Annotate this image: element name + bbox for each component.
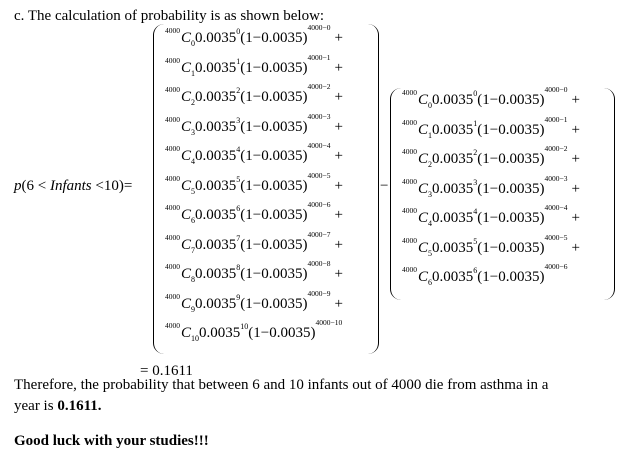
binom-n: 4000: [402, 117, 417, 127]
binom-n: 4000: [165, 232, 180, 242]
p-value: 0.0035: [432, 210, 474, 226]
binom-c: C: [418, 92, 429, 108]
binom-c: C: [418, 121, 429, 138]
binom-k: 10: [191, 334, 200, 343]
plus-operator: +: [334, 148, 343, 164]
conclusion-prefix: year is: [14, 398, 58, 414]
plus-operator: +: [334, 30, 343, 46]
binom-c: C: [181, 148, 192, 164]
binom-n: 4000: [165, 321, 180, 330]
lhs-variable: Infants: [49, 178, 92, 194]
binom-n: 4000: [165, 203, 180, 212]
plus-operator: +: [334, 118, 343, 135]
sub-left-paren: [390, 88, 401, 300]
binom-c: C: [181, 207, 192, 223]
plus-operator: +: [334, 59, 343, 76]
binom-k: 3: [191, 127, 196, 137]
p-value: 0.0035: [195, 30, 237, 46]
p-value: 0.0035: [195, 266, 237, 282]
q-factor: (1−0.0035): [240, 295, 308, 312]
q-factor: (1−0.0035): [240, 236, 308, 253]
binom-k: 1: [191, 68, 196, 78]
minus-sign: −: [380, 178, 389, 194]
lhs-lt-2: <: [95, 178, 104, 194]
q-exponent: 4000−3: [307, 111, 331, 121]
p-exponent: 1: [236, 56, 241, 66]
q-factor: (1−0.0035): [240, 30, 308, 46]
p-exponent: 10: [240, 322, 249, 331]
binom-c: C: [181, 325, 192, 341]
q-exponent: 4000−2: [307, 82, 331, 91]
binom-c: C: [418, 269, 429, 285]
binom-n: 4000: [402, 147, 417, 156]
sum-left-paren: [153, 24, 164, 354]
q-factor: (1−0.0035): [477, 92, 545, 108]
p-exponent: 9: [236, 292, 241, 302]
lhs-close-paren: ): [118, 178, 124, 194]
q-exponent: 4000−7: [307, 229, 331, 239]
q-exponent: 4000−0: [307, 23, 331, 32]
q-factor: (1−0.0035): [240, 118, 308, 135]
q-factor: (1−0.0035): [240, 148, 308, 164]
lhs-lt-1: <: [37, 178, 47, 194]
binom-n: 4000: [165, 291, 180, 301]
binom-c: C: [181, 295, 192, 312]
p-value: 0.0035: [195, 148, 237, 164]
sum-right-paren: [368, 24, 379, 354]
q-exponent: 4000−6: [307, 200, 331, 209]
binom-n: 4000: [402, 88, 417, 97]
q-factor: (1−0.0035): [240, 177, 308, 194]
conclusion-line-1: Therefore, the probability that between 6 and 10 infants out of 4000 die from asthma in a: [14, 377, 549, 393]
p-exponent: 7: [236, 233, 241, 243]
lhs-upper-bound: 10: [103, 178, 119, 194]
sum-term: [165, 318, 346, 355]
p-value: 0.0035: [195, 236, 237, 253]
plus-operator: +: [334, 177, 343, 194]
binom-c: C: [181, 118, 192, 135]
p-exponent: 6: [236, 204, 241, 213]
plus-operator: +: [571, 151, 580, 167]
q-exponent: 4000−4: [307, 141, 331, 150]
p-exponent: 2: [236, 86, 241, 95]
q-exponent: 4000−6: [544, 262, 568, 271]
binom-k: 2: [428, 160, 433, 169]
q-exponent: 4000−5: [544, 232, 568, 242]
plus-operator: +: [571, 92, 580, 108]
plus-operator: +: [334, 266, 343, 282]
binom-n: 4000: [402, 176, 417, 186]
q-factor: (1−0.0035): [240, 266, 308, 282]
p-exponent: 6: [473, 266, 478, 275]
p-value: 0.0035: [432, 269, 474, 285]
sub-term: [402, 262, 571, 299]
q-factor: (1−0.0035): [477, 180, 545, 197]
q-factor: (1−0.0035): [477, 269, 545, 285]
plus-operator: +: [334, 236, 343, 253]
binom-n: 4000: [165, 114, 180, 124]
plus-operator: +: [334, 207, 343, 223]
result-value: = 0.1611: [140, 363, 193, 379]
sign-off: Good luck with your studies!!!: [14, 433, 209, 449]
p-value: 0.0035: [432, 92, 474, 108]
q-factor: (1−0.0035): [477, 210, 545, 226]
p-exponent: 0: [473, 89, 478, 98]
binom-n: 4000: [165, 144, 180, 153]
binom-k: 7: [191, 245, 196, 255]
p-value: 0.0035: [195, 118, 237, 135]
binom-n: 4000: [165, 173, 180, 183]
prob-symbol: p: [14, 178, 22, 194]
binom-k: 9: [191, 304, 196, 314]
p-exponent: 4: [236, 145, 241, 154]
q-factor: (1−0.0035): [477, 239, 545, 256]
binom-n: 4000: [402, 235, 417, 245]
binom-c: C: [418, 151, 429, 167]
q-factor: (1−0.0035): [477, 151, 545, 167]
q-exponent: 4000−5: [307, 170, 331, 180]
p-value: 0.0035: [432, 239, 474, 256]
conclusion-line-2: [14, 398, 102, 415]
q-exponent: 4000−1: [544, 114, 568, 124]
binom-k: 0: [191, 39, 196, 48]
binom-k: 6: [428, 278, 433, 287]
plus-operator: +: [571, 121, 580, 138]
binom-n: 4000: [402, 265, 417, 274]
p-exponent: 5: [473, 236, 478, 246]
binom-n: 4000: [165, 55, 180, 65]
q-factor: (1−0.0035): [240, 89, 308, 105]
binom-c: C: [181, 266, 192, 282]
lhs-equals: =: [123, 178, 133, 194]
lhs-lower-bound: 6: [26, 178, 34, 194]
plus-operator: +: [334, 89, 343, 105]
p-exponent: 4: [473, 207, 478, 216]
q-exponent: 4000−3: [544, 173, 568, 183]
binom-c: C: [181, 30, 192, 46]
binom-k: 6: [191, 216, 196, 225]
sub-terms-column: [402, 85, 617, 302]
conclusion-value: 0.1611.: [57, 398, 102, 414]
p-exponent: 8: [236, 263, 241, 272]
q-factor: (1−0.0035): [240, 59, 308, 76]
binom-c: C: [181, 177, 192, 194]
q-exponent: 4000−8: [307, 259, 331, 268]
binom-k: 2: [191, 98, 196, 107]
binom-k: 1: [428, 130, 433, 140]
binom-n: 4000: [165, 26, 180, 35]
binom-c: C: [418, 239, 429, 256]
binom-c: C: [418, 210, 429, 226]
q-exponent: 4000−2: [544, 144, 568, 153]
binom-n: 4000: [165, 85, 180, 94]
p-exponent: 5: [236, 174, 241, 184]
probability-expression-lhs: [14, 178, 132, 195]
binom-k: 3: [428, 189, 433, 199]
binom-c: C: [181, 59, 192, 76]
binom-k: 8: [191, 275, 196, 284]
lhs-open-paren: (: [21, 178, 27, 194]
p-exponent: 1: [473, 118, 478, 128]
binom-k: 5: [191, 186, 196, 196]
q-factor: (1−0.0035): [240, 207, 308, 223]
p-exponent: 0: [236, 27, 241, 36]
sub-right-paren: [604, 88, 615, 300]
binom-k: 4: [428, 219, 433, 228]
p-value: 0.0035: [199, 325, 241, 341]
binom-k: 5: [428, 248, 433, 258]
p-exponent: 2: [473, 148, 478, 157]
binom-n: 4000: [402, 206, 417, 215]
intro-text: c. The calculation of probability is as shown below:: [14, 8, 325, 24]
p-exponent: 3: [473, 177, 478, 187]
q-exponent: 4000−0: [544, 85, 568, 94]
p-exponent: 3: [236, 115, 241, 125]
sum-terms-column: [165, 23, 385, 360]
q-exponent: 4000−1: [307, 52, 331, 62]
p-value: 0.0035: [195, 207, 237, 223]
plus-operator: +: [571, 210, 580, 226]
binom-n: 4000: [165, 262, 180, 271]
q-factor: (1−0.0035): [477, 121, 545, 138]
plus-operator: +: [571, 239, 580, 256]
p-value: 0.0035: [432, 180, 474, 197]
binom-k: 4: [191, 157, 196, 166]
binom-k: 0: [428, 101, 433, 110]
p-value: 0.0035: [195, 295, 237, 312]
p-value: 0.0035: [195, 89, 237, 105]
p-value: 0.0035: [195, 177, 237, 194]
binom-c: C: [181, 89, 192, 105]
q-exponent: 4000−9: [307, 288, 331, 298]
p-value: 0.0035: [432, 121, 474, 138]
binom-c: C: [418, 180, 429, 197]
q-exponent: 4000−4: [544, 203, 568, 212]
p-value: 0.0035: [432, 151, 474, 167]
q-factor: (1−0.0035): [248, 325, 316, 341]
q-exponent: 4000−10: [315, 318, 343, 327]
p-value: 0.0035: [195, 59, 237, 76]
plus-operator: +: [334, 295, 343, 312]
plus-operator: +: [571, 180, 580, 197]
binom-c: C: [181, 236, 192, 253]
